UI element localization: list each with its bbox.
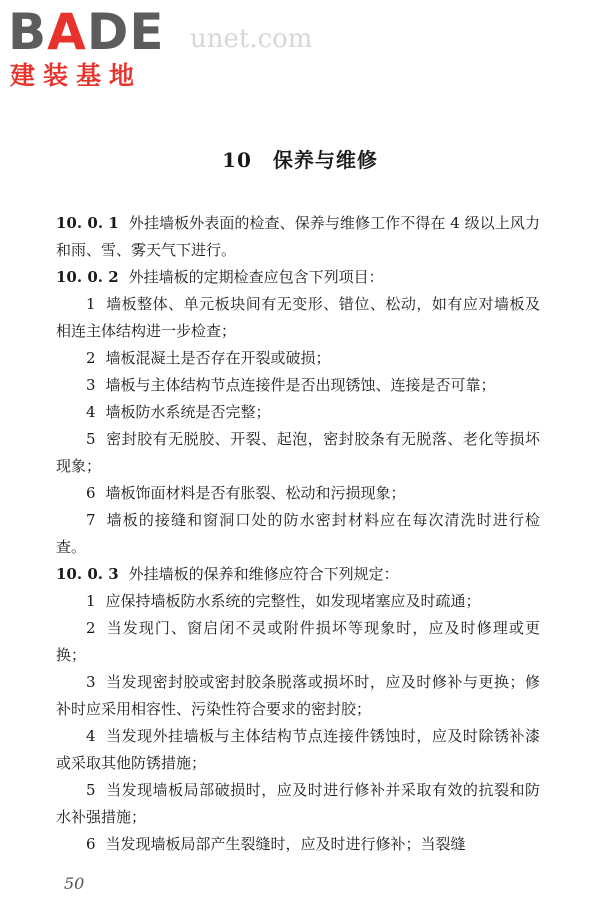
item-text: 墙板防水系统是否完整； bbox=[105, 403, 271, 421]
list-item bbox=[56, 507, 540, 561]
item-number: 1 bbox=[86, 592, 96, 610]
item-number: 1 bbox=[86, 295, 96, 313]
item-text: 墙板混凝土是否存在开裂或破损； bbox=[105, 349, 331, 367]
list-item bbox=[56, 426, 540, 480]
list-item bbox=[56, 723, 540, 777]
item-text: 当发现外挂墙板与主体结构节点连接件锈蚀时，应及时除锈补漆或采取其他防锈措施； bbox=[56, 727, 540, 772]
watermark-text: unet.com bbox=[190, 24, 313, 54]
page-number: 50 bbox=[64, 874, 85, 893]
logo-subtitle: 建装基地 bbox=[10, 61, 143, 90]
bade-logo bbox=[6, 4, 186, 94]
item-number: 4 bbox=[86, 403, 96, 421]
clause-10-0-3 bbox=[56, 561, 540, 588]
chapter-title: 10 保养与维修 bbox=[222, 148, 378, 172]
list-item bbox=[56, 588, 540, 615]
item-number: 2 bbox=[86, 619, 96, 637]
list-item bbox=[56, 372, 540, 399]
item-text: 应保持墙板防水系统的完整性，如发现堵塞应及时疏通； bbox=[105, 592, 481, 610]
logo-wordmark bbox=[8, 4, 165, 60]
item-text: 当发现门、窗启闭不灵或附件损坏等现象时，应及时修理或更换； bbox=[56, 619, 540, 664]
logo-letter-a: A bbox=[47, 3, 87, 61]
clause-text: 外挂墙板外表面的检查、保养与维修工作不得在 4 级以上风力和雨、雪、雾天气下进行。 bbox=[56, 214, 540, 259]
item-number: 5 bbox=[86, 781, 96, 799]
item-text: 墙板整体、单元板块间有无变形、错位、松动，如有应对墙板及相连主体结构进一步检查； bbox=[56, 295, 540, 340]
list-item bbox=[56, 291, 540, 345]
clause-text: 外挂墙板的定期检查应包含下列项目： bbox=[128, 268, 384, 286]
clause-text: 外挂墙板的保养和维修应符合下列规定： bbox=[128, 565, 399, 583]
item-number: 2 bbox=[86, 349, 96, 367]
item-text: 当发现墙板局部破损时，应及时进行修补并采取有效的抗裂和防水补强措施； bbox=[56, 781, 540, 826]
item-number: 6 bbox=[86, 835, 96, 853]
item-number: 5 bbox=[86, 430, 96, 448]
logo-letters-de: DE bbox=[86, 3, 165, 61]
item-number: 3 bbox=[86, 376, 96, 394]
item-text: 当发现密封胶或密封胶条脱落或损坏时，应及时修补与更换；修补时应采用相容性、污染性符合要求的密封胶； bbox=[56, 673, 540, 718]
item-number: 6 bbox=[86, 484, 96, 502]
list-item bbox=[56, 480, 540, 507]
clause-10-0-2 bbox=[56, 264, 540, 291]
document-body bbox=[56, 210, 540, 858]
item-number: 3 bbox=[86, 673, 96, 691]
item-text: 密封胶有无脱胶、开裂、起泡，密封胶条有无脱落、老化等损坏现象； bbox=[56, 430, 540, 475]
list-item bbox=[56, 831, 540, 858]
item-text: 墙板与主体结构节点连接件是否出现锈蚀、连接是否可靠； bbox=[105, 376, 496, 394]
item-number: 7 bbox=[86, 511, 96, 529]
item-number: 4 bbox=[86, 727, 96, 745]
list-item bbox=[56, 669, 540, 723]
clause-10-0-1 bbox=[56, 210, 540, 264]
clause-number: 10. 0. 3 bbox=[56, 565, 119, 583]
item-text: 当发现墙板局部产生裂缝时，应及时进行修补；当裂缝 bbox=[105, 835, 466, 853]
list-item bbox=[56, 345, 540, 372]
list-item bbox=[56, 399, 540, 426]
item-text: 墙板的接缝和窗洞口处的防水密封材料应在每次清洗时进行检查。 bbox=[56, 511, 540, 556]
logo-letter-b: B bbox=[8, 3, 48, 61]
list-item bbox=[56, 777, 540, 831]
clause-number: 10. 0. 2 bbox=[56, 268, 119, 286]
clause-number: 10. 0. 1 bbox=[56, 214, 119, 232]
list-item bbox=[56, 615, 540, 669]
item-text: 墙板饰面材料是否有胀裂、松动和污损现象； bbox=[105, 484, 406, 502]
